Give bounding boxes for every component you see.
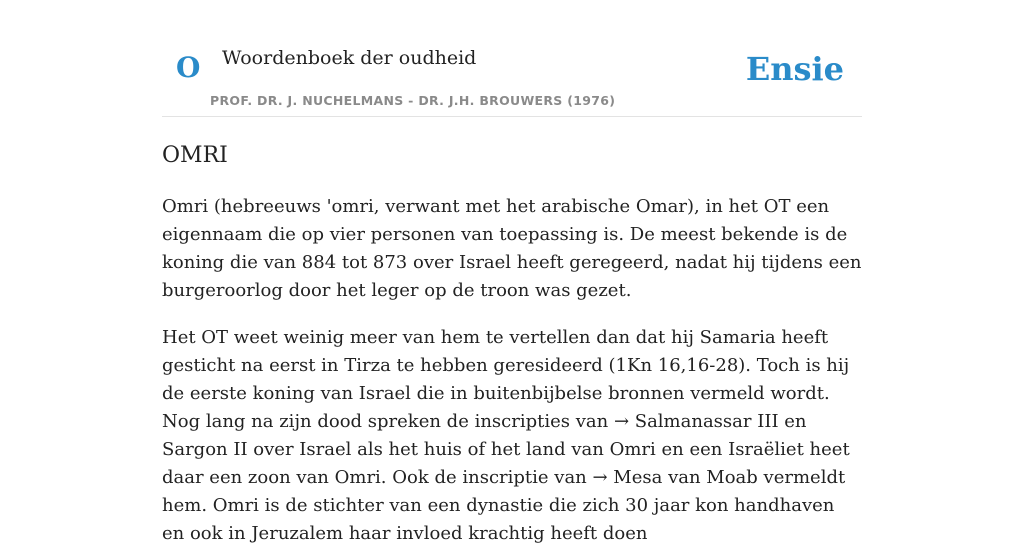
xref-link-mesa[interactable]: → Mesa van Moab [592,467,758,488]
book-title[interactable]: Woordenboek der oudheid [222,47,477,69]
entry-paragraph-2 [162,324,862,548]
paragraph-text: en Sargon II over Israel als het huis of het land van Omri en een Israëliet heet daar een zoon van Omri. Ook de inscriptie van [162,411,850,488]
page-header [162,0,862,117]
article-page [162,0,862,548]
book-authors: PROF. DR. J. NUCHELMANS - DR. J.H. BROUWERS (1976) [210,93,616,108]
paragraph-text: vermeldt hem. Omri is de stichter van een dynastie die zich 30 jaar kon handhaven en ook in Jeruzalem haar invloed krachtig heeft doen [162,467,846,544]
entry-title: OMRI [162,143,228,168]
xref-link-salmanassar[interactable]: → Salmanassar III [613,411,779,432]
letter-index[interactable]: O [176,51,201,84]
paragraph-text: Het OT weet weinig meer van hem te vertellen dan dat hij Samaria heeft gesticht na eerst in Tirza te hebben geresideerd (1Kn 16,16-28). Toch is hij de eerste koning van Israel die in buitenbijbelse bronnen vermeld wordt. Nog lang na zijn dood spreken de inscripties van [162,327,850,432]
ensie-logo-link[interactable]: Ensie [745,50,844,88]
entry-paragraph-1: Omri (hebreeuws 'omri, verwant met het arabische Omar), in het OT een eigennaam die op vier personen van toepassing is. De meest bekende is de koning die van 884 tot 873 over Israel heeft geregeerd, nadat hij tijdens een burgeroorlog door het leger op de troon was gezet. [162,196,862,301]
